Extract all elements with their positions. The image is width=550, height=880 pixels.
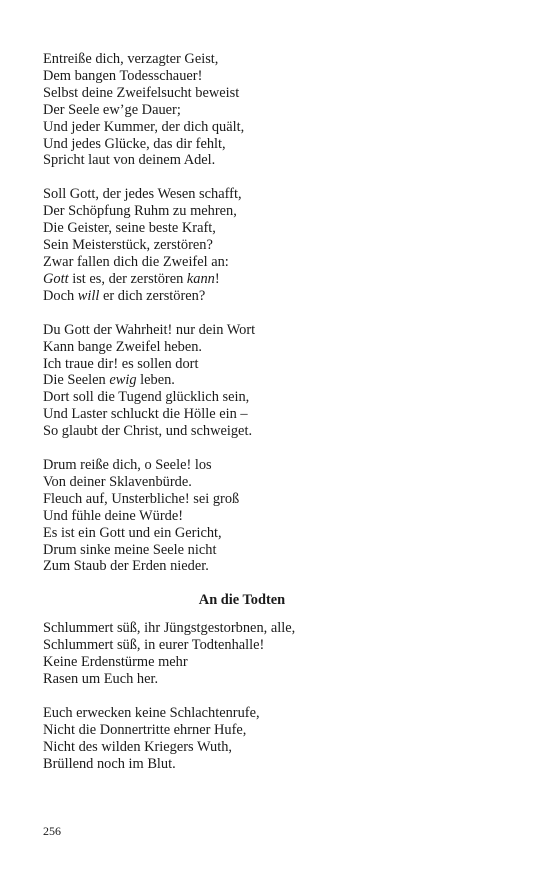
verse-line: Und jeder Kummer, der dich quält, [43, 118, 245, 135]
verse-line: Fleuch auf, Unsterbliche! sei groß [43, 490, 240, 507]
verse-line: Dem bangen Todesschauer! [43, 67, 203, 84]
stanza [43, 457, 513, 575]
page-number: 256 [43, 824, 61, 838]
verse-line: Keine Erdenstürme mehr [43, 654, 188, 671]
verse-line: Drum sinke meine Seele nicht [43, 541, 217, 558]
verse-line: Es ist ein Gott und ein Gericht, [43, 524, 222, 541]
verse-line: Drum reiße dich, o Seele! los [43, 457, 212, 474]
verse-line: Kann bange Zweifel heben. [43, 338, 203, 355]
verse-line: Von deiner Sklavenbürde. [43, 473, 192, 490]
verse-line: Und fühle deine Würde! [43, 507, 183, 524]
verse-line: Die Geister, seine beste Kraft, [43, 220, 216, 237]
page-body [43, 51, 513, 790]
verse-line: Der Schöpfung Ruhm zu mehren, [43, 203, 237, 220]
verse-line: So glaubt der Christ, und schweiget. [43, 423, 253, 440]
verse-line: Nicht die Donnertritte ehrner Hufe, [43, 721, 247, 738]
verse-line: Der Seele ew’ge Dauer; [43, 101, 181, 118]
verse-line: Spricht laut von deinem Adel. [43, 152, 216, 169]
poem-title: An die Todten [198, 592, 286, 609]
verse-line: Zwar fallen dich die Zweifel an: [43, 253, 229, 270]
verse-line: Die Seelen ewig leben. [43, 372, 175, 389]
stanza [43, 186, 513, 304]
stanza [43, 705, 513, 773]
stanza [43, 322, 513, 440]
verse-line: Schlummert süß, ihr Jüngstgestorbnen, alle, [43, 620, 296, 637]
stanza [43, 620, 513, 688]
verse-line: Entreiße dich, verzagter Geist, [43, 51, 219, 67]
verse-line: Euch erwecken keine Schlachtenrufe, [43, 705, 260, 721]
verse-line: Und Laster schluckt die Hölle ein – [43, 406, 248, 423]
verse-line: Sein Meisterstück, zerstören? [43, 237, 213, 254]
verse-line: Rasen um Euch her. [43, 671, 159, 688]
stanza [43, 51, 513, 169]
verse-line: Dort soll die Tugend glücklich sein, [43, 389, 250, 406]
verse-line: Brüllend noch im Blut. [43, 755, 176, 772]
verse-line: Ich traue dir! es sollen dort [43, 355, 199, 372]
verse-line: Selbst deine Zweifelsucht beweist [43, 84, 240, 101]
verse-line: Doch will er dich zerstören? [43, 287, 206, 304]
verse-line: Und jedes Glücke, das dir fehlt, [43, 135, 226, 152]
verse-line: Gott ist es, der zerstören kann! [43, 270, 220, 287]
verse-line: Du Gott der Wahrheit! nur dein Wort [43, 321, 256, 338]
verse-line: Zum Staub der Erden nieder. [43, 558, 209, 575]
verse-line: Schlummert süß, in eurer Todtenhalle! [43, 637, 265, 654]
verse-line: Nicht des wilden Kriegers Wuth, [43, 738, 232, 755]
verse-line: Soll Gott, der jedes Wesen schafft, [43, 186, 242, 203]
